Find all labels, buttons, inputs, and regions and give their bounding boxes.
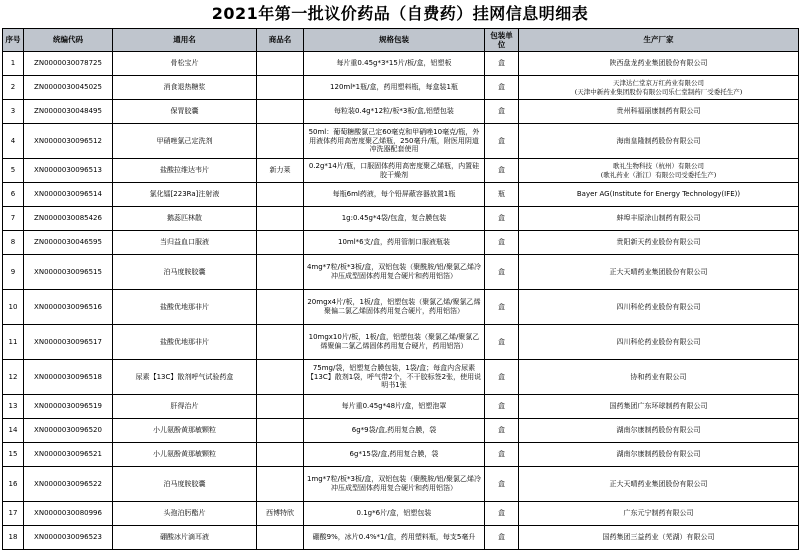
cell-spec: 10ml*6支/盒，药用管制口服液瓶装 (304, 231, 485, 255)
table-row (3, 290, 799, 325)
table-row (3, 124, 799, 159)
cell-unit: 盒 (485, 100, 519, 124)
cell-brand (257, 100, 304, 124)
cell-unit: 盒 (485, 502, 519, 526)
cell-unit: 盒 (485, 124, 519, 159)
cell-maker: 海南皇隆制药股份有限公司 (519, 124, 799, 159)
maker-subcontractor: (天津中新药业集团股份有限公司乐仁堂制药厂受委托生产) (574, 87, 743, 96)
cell-name: 甲硝唑氯己定洗剂 (113, 124, 257, 159)
cell-brand (257, 395, 304, 419)
cell-brand (257, 290, 304, 325)
cell-brand: 新力莱 (257, 159, 304, 183)
cell-unit: 盒 (485, 325, 519, 360)
cell-name: 骨松宝片 (113, 52, 257, 76)
cell-no: 12 (3, 360, 24, 395)
cell-no: 16 (3, 467, 24, 502)
table-row (3, 183, 799, 207)
cell-maker: 国药集团三益药业（芜湖）有限公司 (519, 526, 799, 550)
table-row (3, 502, 799, 526)
page-title: 2021年第一批议价药品（自费药）挂网信息明细表 (211, 4, 589, 23)
table-row (3, 467, 799, 502)
maker-name: 歌礼生物科技（杭州）有限公司 (613, 162, 704, 171)
cell-no: 15 (3, 443, 24, 467)
cell-spec: 0.2g*14片/瓶，口服固体药用高密度聚乙烯瓶，内置硅胶干燥剂 (304, 159, 485, 183)
cell-spec: 120ml*1瓶/盒，药用塑料瓶，每盒装1瓶 (304, 76, 485, 100)
cell-brand (257, 52, 304, 76)
cell-unit: 盒 (485, 443, 519, 467)
cell-name: 小儿氨酚黄那敏颗粒 (113, 419, 257, 443)
cell-maker: 湖南尔康制药股份有限公司 (519, 419, 799, 443)
cell-unit: 盒 (485, 52, 519, 76)
drug-table (2, 28, 799, 550)
cell-spec: 6g*9袋/盒,药用复合膜，袋 (304, 419, 485, 443)
cell-maker: 协和药业有限公司 (519, 360, 799, 395)
cell-code: XN0000030096513 (24, 159, 113, 183)
cell-brand (257, 526, 304, 550)
cell-unit: 盒 (485, 231, 519, 255)
table-row (3, 52, 799, 76)
cell-code: XN0000030080996 (24, 502, 113, 526)
cell-unit: 盒 (485, 290, 519, 325)
table-body (3, 52, 799, 550)
table-row (3, 100, 799, 124)
header-code: 统编代码 (24, 29, 113, 52)
cell-brand: 西博特欣 (257, 502, 304, 526)
cell-name: 泊马度胺胶囊 (113, 467, 257, 502)
maker-subcontractor: (歌礼药业（浙江）有限公司受委托生产) (600, 170, 717, 179)
cell-spec: 1mg*7粒/板*3板/盒，双铝包装（聚酰胺/铝/聚氯乙烯冷冲压成型固体药用复合硬片和药用铝箔） (304, 467, 485, 502)
cell-unit: 盒 (485, 419, 519, 443)
table-row (3, 255, 799, 290)
cell-maker: 四川科伦药业股份有限公司 (519, 290, 799, 325)
table-row (3, 76, 799, 100)
table-row (3, 207, 799, 231)
cell-brand (257, 124, 304, 159)
cell-name: 氯化镭[223Ra]注射液 (113, 183, 257, 207)
cell-unit: 盒 (485, 255, 519, 290)
cell-unit: 盒 (485, 360, 519, 395)
cell-maker (519, 76, 799, 100)
cell-code: XN0000030096514 (24, 183, 113, 207)
cell-spec: 50ml：葡萄糖酸氯己定60毫克和甲硝唑10毫克/瓶，外用液体药用高密度聚乙烯瓶，250毫升/瓶，附医用阴道冲洗器配套使用 (304, 124, 485, 159)
cell-name: 尿素【13C】散剂呼气试验药盒 (113, 360, 257, 395)
cell-no: 3 (3, 100, 24, 124)
cell-code: ZN0000030046595 (24, 231, 113, 255)
cell-name: 小儿氨酚黄那敏颗粒 (113, 443, 257, 467)
cell-name: 硼酸冰片滴耳液 (113, 526, 257, 550)
table-row (3, 231, 799, 255)
cell-spec: 10mgx10片/板，1板/盒，铝塑包装（聚氯乙烯/聚氯乙烯聚偏二氯乙烯固体药用复合硬片，药用铝箔） (304, 325, 485, 360)
cell-code: XN0000030096518 (24, 360, 113, 395)
cell-no: 5 (3, 159, 24, 183)
table-row (3, 526, 799, 550)
cell-maker: 湖南尔康制药股份有限公司 (519, 443, 799, 467)
cell-maker: 广东元宁制药有限公司 (519, 502, 799, 526)
cell-name: 盐酸拉维达韦片 (113, 159, 257, 183)
cell-no: 9 (3, 255, 24, 290)
header-no: 序号 (3, 29, 24, 52)
cell-spec: 0.1g*6片/盒，铝塑包装 (304, 502, 485, 526)
cell-brand (257, 183, 304, 207)
table-row (3, 360, 799, 395)
cell-name: 盐酸优地那非片 (113, 325, 257, 360)
table-header-row (3, 29, 799, 52)
cell-brand (257, 325, 304, 360)
cell-spec: 每瓶6ml药液，每个铅屏蔽容器放置1瓶 (304, 183, 485, 207)
cell-unit: 盒 (485, 526, 519, 550)
cell-maker: Bayer AG(Institute for Energy Technology(IFE)) (519, 183, 799, 207)
cell-code: ZN0000030045025 (24, 76, 113, 100)
table-row (3, 419, 799, 443)
cell-no: 13 (3, 395, 24, 419)
header-brand: 商品名 (257, 29, 304, 52)
cell-name: 保胃胶囊 (113, 100, 257, 124)
cell-brand (257, 231, 304, 255)
cell-maker: 陕西盘龙药业集团股份有限公司 (519, 52, 799, 76)
cell-maker: 正大天晴药业集团股份有限公司 (519, 467, 799, 502)
cell-maker (519, 159, 799, 183)
cell-name: 泊马度胺胶囊 (113, 255, 257, 290)
cell-no: 2 (3, 76, 24, 100)
table-row (3, 325, 799, 360)
table-row (3, 395, 799, 419)
cell-name: 头孢泊肟酯片 (113, 502, 257, 526)
cell-no: 11 (3, 325, 24, 360)
cell-no: 17 (3, 502, 24, 526)
cell-name: 鹅蕊匹林散 (113, 207, 257, 231)
table-row (3, 159, 799, 183)
cell-maker: 贵州科福丽康制药有限公司 (519, 100, 799, 124)
cell-code: ZN0000030078725 (24, 52, 113, 76)
maker-name: 天津达仁堂京万红药业有限公司 (613, 79, 704, 88)
cell-name: 盐酸优地那非片 (113, 290, 257, 325)
cell-unit: 盒 (485, 159, 519, 183)
cell-spec: 20mgx4片/板，1板/盒，铝塑包装（聚氯乙烯/聚氯乙烯聚偏二氯乙烯固体药用复合硬片，药用铝箔） (304, 290, 485, 325)
cell-code: XN0000030096523 (24, 526, 113, 550)
cell-code: XN0000030096512 (24, 124, 113, 159)
cell-maker: 国药集团广东环球制药有限公司 (519, 395, 799, 419)
cell-brand (257, 467, 304, 502)
cell-no: 10 (3, 290, 24, 325)
cell-spec: 75mg/袋，铝塑复合膜包装，1袋/盒；每盒内含尿素【13C】散剂1袋，呼气带2个，不干胶标签2张，使用说明书1张 (304, 360, 485, 395)
cell-spec: 每片重0.45g*3*15片/板/盒，铝塑板 (304, 52, 485, 76)
cell-spec: 4mg*7粒/板*3板/盒，双铝包装（聚酰胺/铝/聚氯乙烯冷冲压成型固体药用复合硬片和药用铝箔） (304, 255, 485, 290)
cell-no: 18 (3, 526, 24, 550)
cell-code: XN0000030096515 (24, 255, 113, 290)
cell-no: 7 (3, 207, 24, 231)
cell-code: XN0000030096519 (24, 395, 113, 419)
cell-name: 消食退热糖浆 (113, 76, 257, 100)
cell-unit: 盒 (485, 207, 519, 231)
cell-brand (257, 255, 304, 290)
cell-no: 8 (3, 231, 24, 255)
cell-brand (257, 443, 304, 467)
cell-brand (257, 360, 304, 395)
cell-name: 当归益血口服液 (113, 231, 257, 255)
cell-spec: 6g*15袋/盒,药用复合膜，袋 (304, 443, 485, 467)
cell-code: XN0000030096521 (24, 443, 113, 467)
cell-code: XN0000030096522 (24, 467, 113, 502)
cell-unit: 盒 (485, 395, 519, 419)
cell-maker: 蚌埠丰原涂山制药有限公司 (519, 207, 799, 231)
cell-spec: 1g:0.45g*4袋/包盒，复合膜包装 (304, 207, 485, 231)
cell-spec: 每粒装0.4g*12粒/板*3板/盒,铝塑包装 (304, 100, 485, 124)
header-maker: 生产厂家 (519, 29, 799, 52)
cell-unit: 盒 (485, 76, 519, 100)
header-spec: 规格包装 (304, 29, 485, 52)
cell-maker: 四川科伦药业股份有限公司 (519, 325, 799, 360)
header-name: 通用名 (113, 29, 257, 52)
cell-code: XN0000030096516 (24, 290, 113, 325)
header-unit: 包装单位 (485, 29, 519, 52)
cell-no: 6 (3, 183, 24, 207)
cell-unit: 盒 (485, 467, 519, 502)
cell-no: 1 (3, 52, 24, 76)
cell-brand (257, 419, 304, 443)
cell-maker: 贵阳新天药业股份有限公司 (519, 231, 799, 255)
cell-maker: 正大天晴药业集团股份有限公司 (519, 255, 799, 290)
cell-spec: 硼酸9%，冰片0.4%*1/盒，药用塑料瓶，每支5毫升 (304, 526, 485, 550)
cell-brand (257, 76, 304, 100)
cell-code: XN0000030096517 (24, 325, 113, 360)
cell-unit: 瓶 (485, 183, 519, 207)
cell-code: ZN0000030048495 (24, 100, 113, 124)
table-row (3, 443, 799, 467)
cell-code: XN0000030096520 (24, 419, 113, 443)
cell-no: 14 (3, 419, 24, 443)
cell-name: 肝得治片 (113, 395, 257, 419)
cell-brand (257, 207, 304, 231)
cell-no: 4 (3, 124, 24, 159)
cell-code: ZN0000030085426 (24, 207, 113, 231)
cell-spec: 每片重0.45g*48片/盒，铝塑泡罩 (304, 395, 485, 419)
